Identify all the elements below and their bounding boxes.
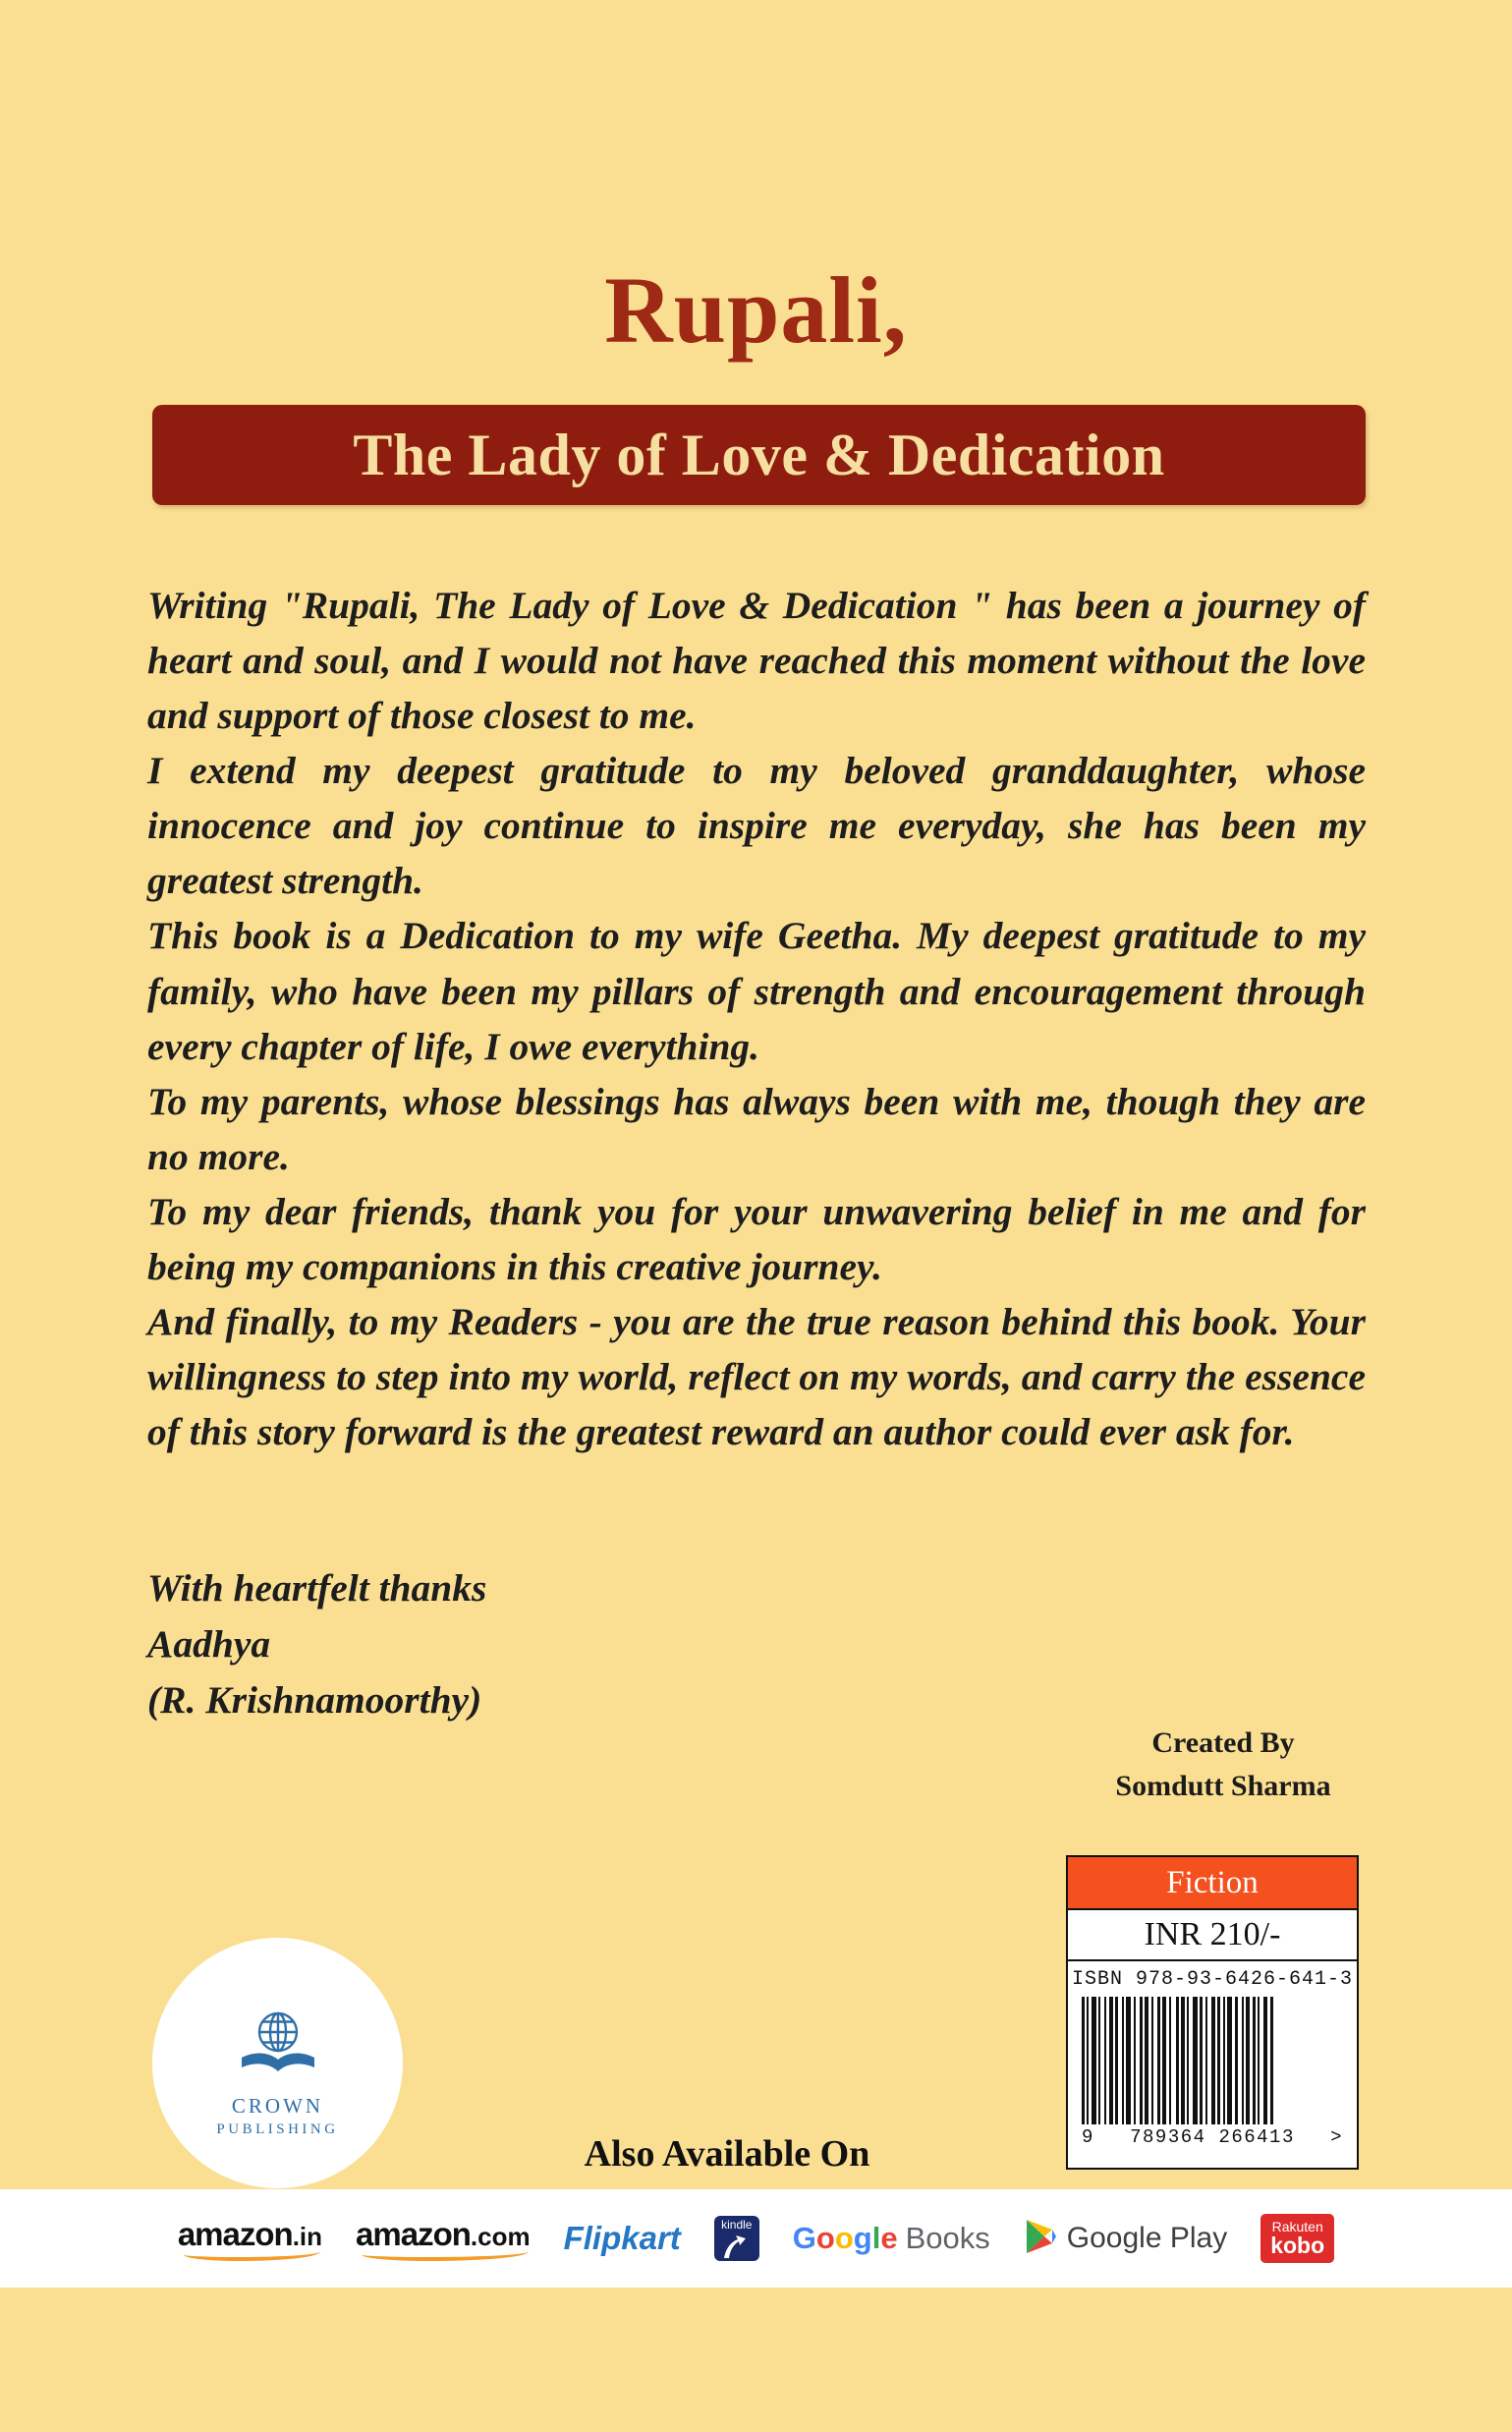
paragraph-4: To my parents, whose blessings has always been with me, though they are no more. bbox=[147, 1079, 1366, 1178]
store-amazon-com[interactable] bbox=[356, 2216, 531, 2261]
isbn-label: ISBN 978-93-6426-641-3 bbox=[1071, 1967, 1354, 1991]
ean-left-digit: 9 bbox=[1082, 2126, 1094, 2148]
signoff-line-3: (R. Krishnamoorthy) bbox=[147, 1677, 482, 1722]
ean-number bbox=[1068, 2124, 1357, 2148]
created-by-block bbox=[1017, 1722, 1429, 1807]
google-play-label: Google Play bbox=[1066, 2222, 1228, 2254]
genre-label: Fiction bbox=[1068, 1857, 1357, 1910]
page-title: Rupali, bbox=[604, 257, 908, 363]
paragraph-2: I extend my deepest gratitude to my beloved granddaughter, whose innocence and joy continue to inspire me everyday, she has been my greatest strength. bbox=[147, 749, 1366, 903]
amazon-com-word: amazon bbox=[356, 2216, 471, 2252]
globe-book-icon bbox=[234, 2007, 322, 2084]
paragraph-6: And finally, to my Readers - you are the true reason behind this book. Your willingness to step into my world, reflect on my words, and carry the essence of this story forward is the greatest reward an author could ever ask for. bbox=[147, 1300, 1366, 1454]
store-kindle[interactable] bbox=[714, 2216, 759, 2261]
page-subtitle: The Lady of Love & Dedication bbox=[353, 422, 1165, 487]
store-flipkart[interactable] bbox=[564, 2220, 681, 2257]
store-amazon-in[interactable] bbox=[178, 2216, 322, 2261]
price-label: INR 210/- bbox=[1068, 1910, 1357, 1961]
flipkart-wordmark: Flipkart bbox=[563, 2220, 681, 2256]
subtitle-banner bbox=[152, 405, 1366, 505]
ean-digits: 789364 266413 bbox=[1130, 2126, 1295, 2148]
store-google-books[interactable] bbox=[793, 2221, 990, 2256]
barcode-box bbox=[1066, 1855, 1359, 2170]
paragraph-5: To my dear friends, thank you for your unwavering belief in me and for being my companions in this creative journey. bbox=[147, 1189, 1366, 1288]
google-books-label: Books bbox=[905, 2221, 990, 2255]
paragraph-3: This book is a Dedication to my wife Geetha. My deepest gratitude to my family, who have been my pillars of strength and encouragement through every chapter of life, I owe everything. bbox=[147, 914, 1366, 1068]
amazon-smile-icon bbox=[184, 2245, 320, 2261]
created-by-label: Created By bbox=[1151, 1726, 1295, 1759]
amazon-in-word: amazon bbox=[177, 2216, 293, 2252]
kobo-label: kobo bbox=[1270, 2233, 1325, 2259]
signoff-block bbox=[147, 1560, 1032, 1728]
acknowledgement-text bbox=[147, 578, 1366, 1459]
created-by-name: Somdutt Sharma bbox=[1115, 1769, 1331, 1802]
google-play-icon bbox=[1024, 2218, 1057, 2260]
signoff-line-1: With heartfelt thanks bbox=[147, 1566, 487, 1610]
publisher-name: CROWN bbox=[231, 2093, 324, 2118]
kobo-icon bbox=[1260, 2214, 1334, 2264]
store-kobo[interactable] bbox=[1260, 2214, 1334, 2264]
paragraph-1: Writing "Rupali, The Lady of Love & Dedication " has been a journey of heart and soul, and I would not have reached this moment without the love and support of those closest to me. bbox=[147, 584, 1366, 738]
kindle-icon bbox=[714, 2216, 759, 2261]
amazon-smile-icon bbox=[362, 2245, 529, 2261]
publisher-logo bbox=[152, 1938, 403, 2188]
google-wordmark: Google bbox=[792, 2221, 898, 2255]
amazon-in-tld: .in bbox=[292, 2222, 323, 2251]
signoff-line-2: Aadhya bbox=[147, 1621, 271, 1666]
store-logos-strip bbox=[0, 2189, 1512, 2288]
barcode-bars bbox=[1082, 1997, 1343, 2124]
kobo-brand: Rakuten bbox=[1271, 2218, 1323, 2234]
store-google-play[interactable] bbox=[1024, 2218, 1227, 2260]
also-available-heading: Also Available On bbox=[584, 2133, 870, 2175]
amazon-com-tld: .com bbox=[470, 2222, 531, 2251]
ean-right-mark: > bbox=[1330, 2126, 1343, 2148]
publisher-subtitle: PUBLISHING bbox=[216, 2121, 339, 2137]
kindle-label: kindle bbox=[721, 2218, 753, 2232]
